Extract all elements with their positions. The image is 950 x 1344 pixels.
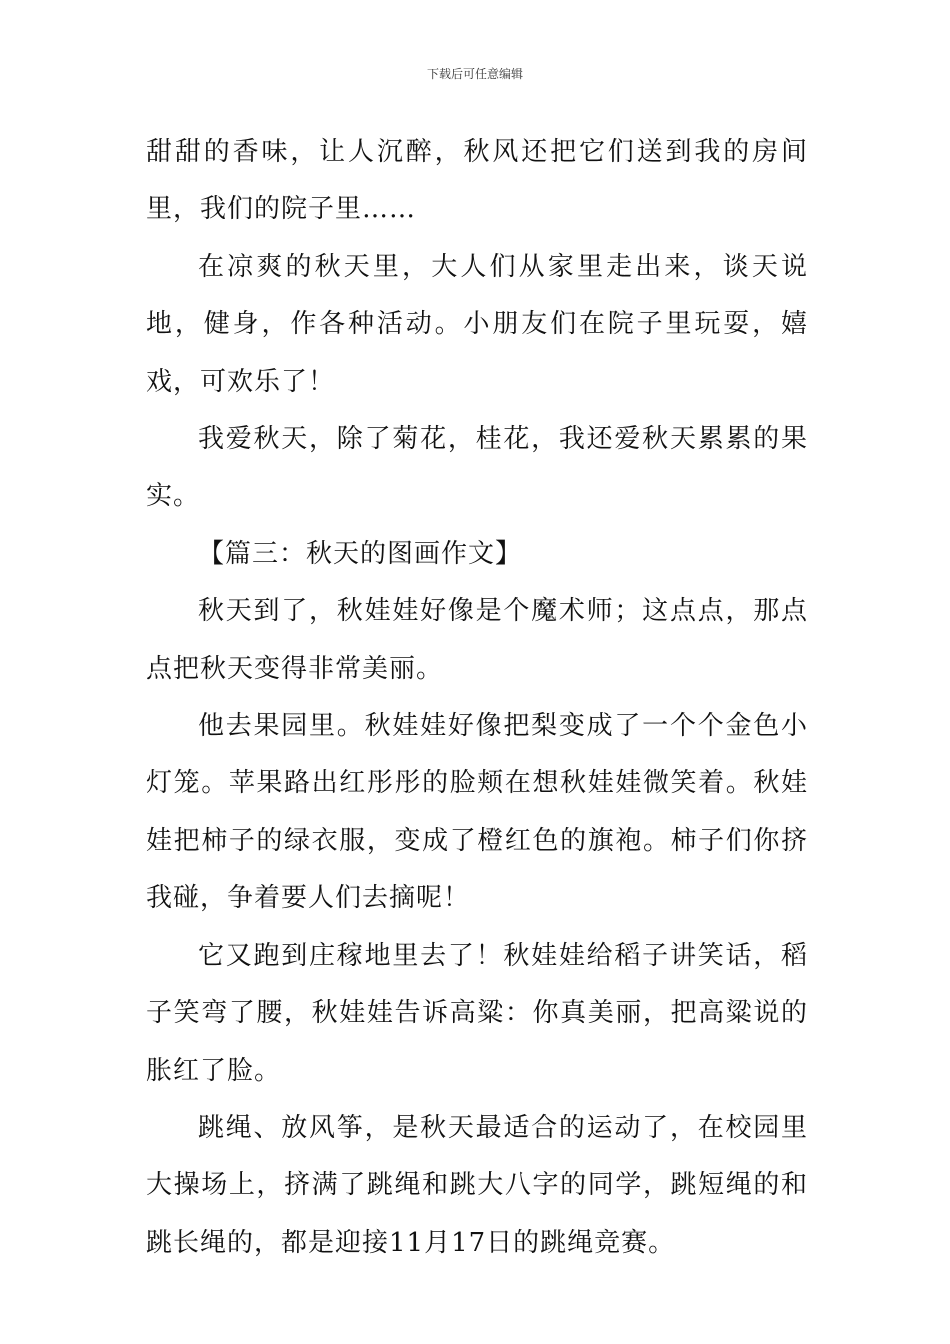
paragraph-1: 甜甜的香味，让人沉醉，秋风还把它们送到我的房间里，我们的院子里…… bbox=[146, 137, 808, 225]
paragraph-6: 它又跑到庄稼地里去了！秋娃娃给稻子讲笑话，稻子笑弯了腰，秋娃娃告诉高粱：你真美丽，把高粱说的胀红了脸。 bbox=[146, 940, 808, 1086]
document-body bbox=[146, 124, 808, 1272]
paragraph-7: 跳绳、放风筝，是秋天最适合的运动了，在校园里大操场上，挤满了跳绳和跳大八字的同学，跳短绳的和跳长绳的，都是迎接11月17日的跳绳竞赛。 bbox=[146, 1112, 808, 1258]
paragraph-5: 他去果园里。秋娃娃好像把梨变成了一个个金色小灯笼。苹果路出红彤彤的脸颊在想秋娃娃微笑着。秋娃娃把柿子的绿衣服，变成了橙红色的旗袍。柿子们你挤我碰，争着要人们去摘呢！ bbox=[146, 711, 808, 914]
section-heading: 【篇三：秋天的图画作文】 bbox=[198, 538, 523, 569]
paragraph-2: 在凉爽的秋天里，大人们从家里走出来，谈天说地，健身，作各种活动。小朋友们在院子里玩耍，嬉戏，可欢乐了！ bbox=[146, 251, 808, 397]
page-header: 下载后可任意编辑 bbox=[426, 67, 523, 81]
paragraph-4: 秋天到了，秋娃娃好像是个魔术师；这点点，那点点把秋天变得非常美丽。 bbox=[146, 596, 808, 684]
paragraph-3: 我爱秋天，除了菊花，桂花，我还爱秋天累累的果实。 bbox=[146, 424, 808, 512]
